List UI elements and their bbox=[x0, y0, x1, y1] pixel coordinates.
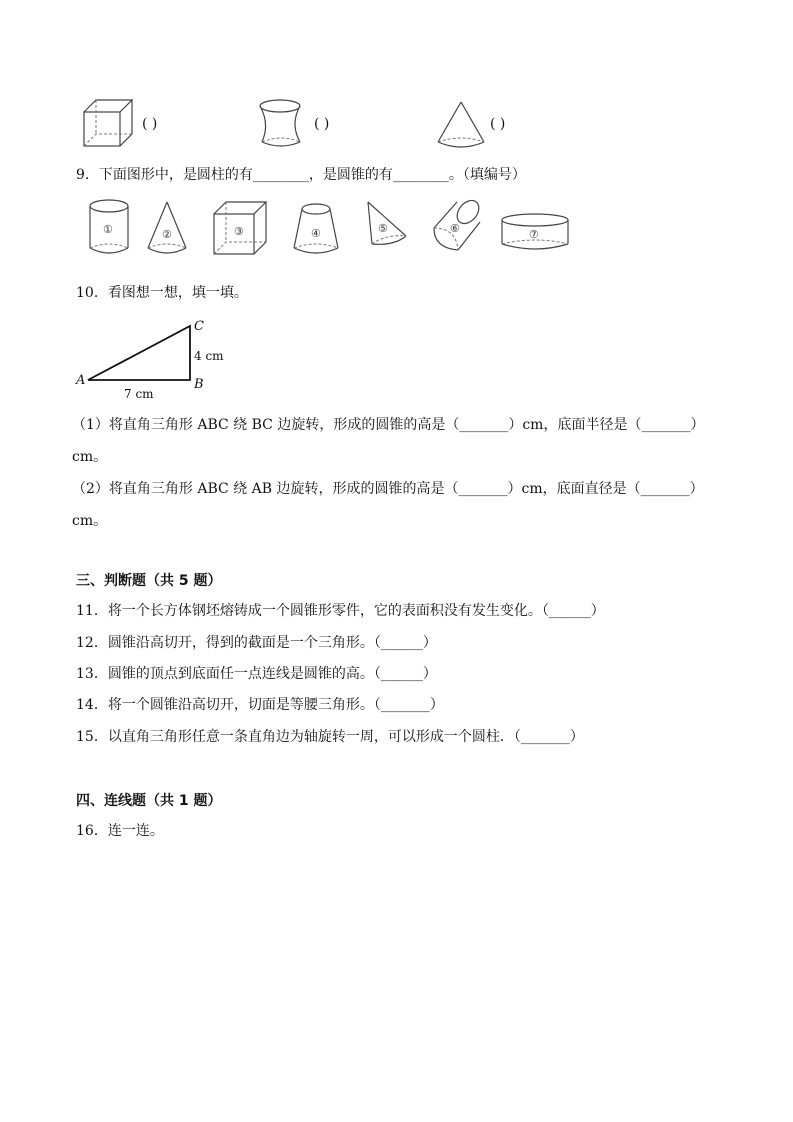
vertex-c-label: C bbox=[194, 319, 204, 334]
cuboid-icon bbox=[82, 98, 134, 150]
q8-paren-3: ( ) bbox=[490, 116, 506, 132]
short-cylinder-icon bbox=[500, 212, 570, 254]
vertex-b-label: B bbox=[194, 377, 204, 392]
curved-cylinder-icon bbox=[256, 98, 306, 150]
q10-sub1-line2: cm。 bbox=[72, 449, 108, 465]
q9-label-1: ① bbox=[103, 223, 113, 236]
cone-icon bbox=[436, 100, 486, 152]
cube-icon bbox=[212, 200, 268, 256]
q14-text: 14．将一个圆锥沿高切开，切面是等腰三角形。（_______） bbox=[76, 697, 444, 713]
section3-title: 三、判断题（共 5 题） bbox=[76, 573, 222, 589]
q13-text: 13．圆锥的顶点到底面任一点连线是圆锥的高。（______） bbox=[76, 666, 437, 682]
q9-label-4: ④ bbox=[311, 227, 321, 240]
section4-title: 四、连线题（共 1 题） bbox=[76, 793, 222, 809]
q10-sub2-line2: cm。 bbox=[72, 513, 108, 529]
q9-label-3: ③ bbox=[234, 225, 244, 238]
q15-text: 15．以直角三角形任意一条直角边为轴旋转一周，可以形成一个圆柱．（_______） bbox=[76, 729, 584, 745]
q9-text: 9．下面图形中，是圆柱的有________，是圆锥的有________。（填编号） bbox=[76, 167, 526, 183]
q12-text: 12．圆锥沿高切开，得到的截面是一个三角形。（______） bbox=[76, 635, 437, 651]
frustum-icon bbox=[292, 202, 340, 258]
cylinder-icon bbox=[88, 198, 130, 258]
q10-sub2-line1: （2）将直角三角形 ABC 绕 AB 边旋转，形成的圆锥的高是（_______）cm，底面直径是（_______） bbox=[72, 481, 704, 497]
base-length-label: 7 cm bbox=[124, 387, 154, 401]
q16-text: 16．连一连。 bbox=[76, 823, 164, 839]
q9-label-7: ⑦ bbox=[529, 228, 539, 241]
tilted-cone-icon bbox=[364, 200, 410, 252]
q8-paren-2: ( ) bbox=[314, 116, 330, 132]
q11-text: 11．将一个长方体钢坯熔铸成一个圆锥形零件，它的表面积没有发生变化。（______） bbox=[76, 603, 605, 619]
height-length-label: 4 cm bbox=[194, 349, 224, 363]
q10-text: 10．看图想一想，填一填。 bbox=[76, 285, 248, 301]
cone-icon bbox=[146, 200, 188, 258]
right-triangle-abc bbox=[74, 316, 234, 402]
q9-label-2: ② bbox=[162, 228, 172, 241]
q10-sub1-line1: （1）将直角三角形 ABC 绕 BC 边旋转，形成的圆锥的高是（_______）cm，底面半径是（_______） bbox=[72, 417, 705, 433]
vertex-a-label: A bbox=[76, 373, 86, 388]
tilted-cylinder-icon bbox=[430, 198, 484, 256]
q8-paren-1: ( ) bbox=[142, 116, 158, 132]
q9-label-6: ⑥ bbox=[450, 222, 460, 235]
q9-label-5: ⑤ bbox=[378, 222, 388, 235]
